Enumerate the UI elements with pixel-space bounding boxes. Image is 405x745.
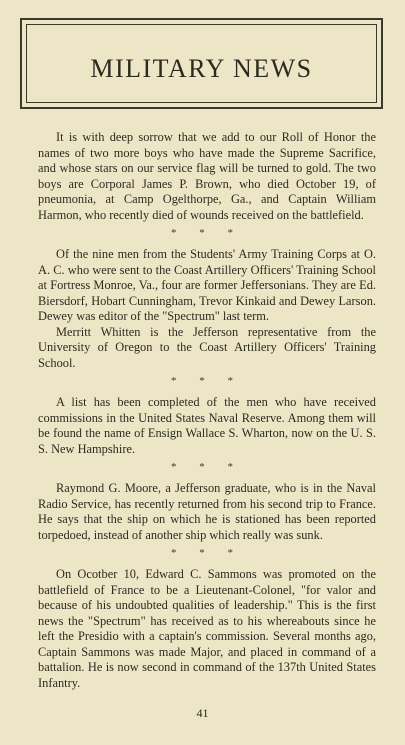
title-box: [20, 18, 383, 109]
paragraph-raymond-moore: Raymond G. Moore, a Jefferson graduate, who is in the Naval Radio Service, has recently returned from his second trip to France. He says that the ship on which he is stationed has been reported torpedoed, instead of another ship which really was sunk.: [38, 481, 376, 542]
page-title: MILITARY NEWS: [90, 54, 313, 83]
section-separator: * * *: [171, 461, 243, 473]
section-separator: * * *: [171, 375, 243, 387]
paragraph-merritt-whitten: Merritt Whitten is the Jefferson representative from the University of Oregon to the Coast Artillery Officers' Training School.: [38, 324, 376, 370]
section-separator: * * *: [171, 227, 243, 239]
paragraph-artillery-school: Of the nine men from the Students' Army Training Corps at O. A. C. who were sent to the Coast Artillery Officers' Training School at Fortress Monroe, Va., four are former Jeffersonians. They are Ed. Biersdorf, Hobart Cunningham, Trevor Kinkaid and Dewey Larson. Dewey was editor of the "Spectrum" last term.: [38, 247, 376, 323]
paragraph-roll-of-honor: It is with deep sorrow that we add to our Roll of Honor the names of two more boys who have made the Supreme Sacrifice, and whose stars on our service flag will be turned to gold. The two boys are Corporal James P. Brown, who died October 19, of pneumonia, at Camp Ogelthorpe, Ga., and Captain William Harmon, who recently died of wounds received on the battlefield.: [38, 130, 376, 222]
section-separator: * * *: [171, 547, 243, 559]
page-number: 41: [196, 706, 209, 720]
paragraph-edward-sammons: On Ocotber 10, Edward C. Sammons was promoted on the battlefield of France to be a Lieutenant-Colonel, "for valor and because of his undoubted qualities of leadership." This is the first news the "Spectrum" has received as to his whereabouts since he left the Presidio with a captain's commission. Several months ago, Captain Sammons was made Major, and placed in command of a battalion. He is now second in command of the 137th United States Infantry.: [38, 567, 376, 690]
article-body: [38, 130, 376, 691]
paragraph-naval-reserve: A list has been completed of the men who have received commissions in the United States Naval Reserve. Among them will be found the name of Ensign Wallace S. Wharton, now on the U. S. S. New Hampshire.: [38, 395, 376, 456]
